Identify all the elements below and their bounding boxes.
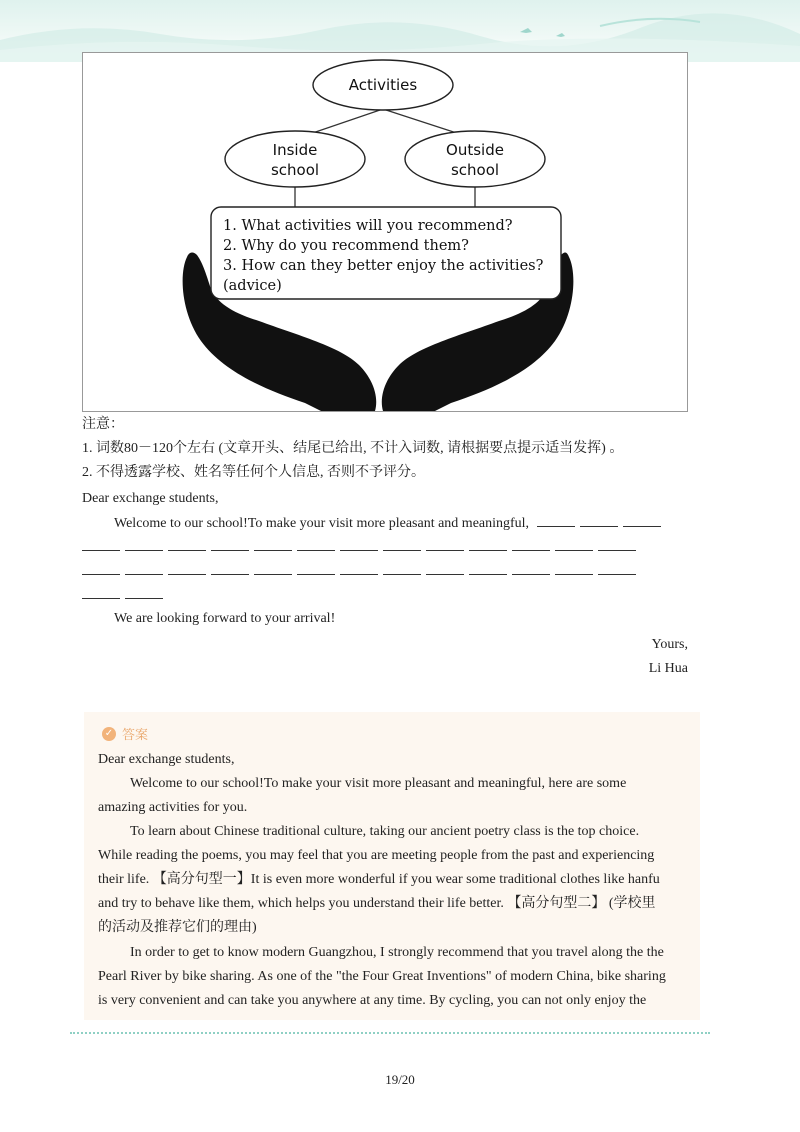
answer-blank[interactable] xyxy=(598,538,636,551)
note-item-1: 1. 词数80－120个左右 (文章开头、结尾已给出, 不计入词数, 请根据要点提示适当发挥) 。 xyxy=(82,441,624,456)
answer-line: and try to behave like them, which helps you understand their life better. 【高分句型二】 (学校里 xyxy=(98,896,656,911)
answer-blank[interactable] xyxy=(82,562,120,575)
letter-name: Li Hua xyxy=(648,661,688,676)
letter-salutation: Dear exchange students, xyxy=(82,491,219,506)
answer-line: In order to get to know modern Guangzhou, I strongly recommend that you travel along the the xyxy=(130,945,664,960)
answer-blank[interactable] xyxy=(383,562,421,575)
answer-blank[interactable] xyxy=(82,586,120,599)
activities-diagram xyxy=(82,52,688,412)
answer-line: While reading the poems, you may feel that you are meeting people from the past and experiencing xyxy=(98,848,655,863)
check-icon: ✓ xyxy=(102,727,116,741)
answer-blank[interactable] xyxy=(211,538,249,551)
question-3: 3. How can they better enjoy the activities? xyxy=(223,258,544,274)
question-4: (advice) xyxy=(223,278,282,294)
answer-tag-label: 答案 xyxy=(122,728,149,743)
answer-blank[interactable] xyxy=(82,538,120,551)
answer-line: amazing activities for you. xyxy=(98,800,248,815)
diagram-svg xyxy=(83,53,689,413)
outside-label-2: school xyxy=(450,161,500,179)
answer-line: is very convenient and can take you anywhere at any time. By cycling, you can not only enjoy the xyxy=(98,993,647,1008)
answer-blank[interactable] xyxy=(426,538,464,551)
answer-blank[interactable] xyxy=(537,514,575,527)
question-2: 2. Why do you recommend them? xyxy=(223,238,469,254)
blank-row xyxy=(82,586,168,604)
answer-blank[interactable] xyxy=(340,538,378,551)
letter-opening-text: Welcome to our school!To make your visit more pleasant and meaningful, xyxy=(114,516,530,531)
letter-closing: We are looking forward to your arrival! xyxy=(114,611,336,626)
answer-blank[interactable] xyxy=(125,562,163,575)
answer-blank[interactable] xyxy=(211,562,249,575)
outside-label-1: Outside xyxy=(446,141,504,159)
inside-label-2: school xyxy=(270,161,320,179)
answer-blank[interactable] xyxy=(469,562,507,575)
question-1: 1. What activities will you recommend? xyxy=(223,218,513,234)
activities-label: Activities xyxy=(348,76,418,94)
answer-blank[interactable] xyxy=(340,562,378,575)
letter-opening xyxy=(114,514,666,533)
notes-title: 注意： xyxy=(82,417,124,432)
answer-blank[interactable] xyxy=(512,562,550,575)
answer-line: 的活动及推荐它们的理由) xyxy=(98,920,257,935)
blank-row xyxy=(82,538,641,556)
answer-blank[interactable] xyxy=(469,538,507,551)
letter-signoff: Yours, xyxy=(651,637,688,652)
answer-line: To learn about Chinese traditional culture, taking our ancient poetry class is the top choice. xyxy=(130,824,640,839)
answer-blank[interactable] xyxy=(623,514,661,527)
answer-blank[interactable] xyxy=(555,562,593,575)
answer-blank[interactable] xyxy=(555,538,593,551)
answer-blank[interactable] xyxy=(168,562,206,575)
answer-line: Pearl River by bike sharing. As one of the "the Four Great Inventions" of modern China, bike sharing xyxy=(98,969,666,984)
blank-row xyxy=(82,562,641,580)
answer-blank[interactable] xyxy=(254,538,292,551)
answer-line: Dear exchange students, xyxy=(98,752,235,767)
inside-label-1: Inside xyxy=(272,141,318,159)
answer-blank[interactable] xyxy=(580,514,618,527)
answer-blank[interactable] xyxy=(125,586,163,599)
page-number: 19/20 xyxy=(385,1072,415,1087)
answer-blank[interactable] xyxy=(297,538,335,551)
answer-blank[interactable] xyxy=(168,538,206,551)
answer-blank[interactable] xyxy=(297,562,335,575)
answer-blank[interactable] xyxy=(598,562,636,575)
answer-blank[interactable] xyxy=(383,538,421,551)
answer-blank[interactable] xyxy=(254,562,292,575)
answer-blank[interactable] xyxy=(512,538,550,551)
answer-line: their life. 【高分句型一】It is even more wonderful if you wear some traditional clothes like hanfu xyxy=(98,872,660,887)
answer-blank[interactable] xyxy=(125,538,163,551)
note-item-2: 2. 不得透露学校、姓名等任何个人信息, 否则不予评分。 xyxy=(82,465,425,480)
page-divider xyxy=(70,1032,710,1034)
answer-line: Welcome to our school!To make your visit more pleasant and meaningful, here are some xyxy=(130,776,627,791)
answer-tag xyxy=(102,724,148,743)
answer-blank[interactable] xyxy=(426,562,464,575)
